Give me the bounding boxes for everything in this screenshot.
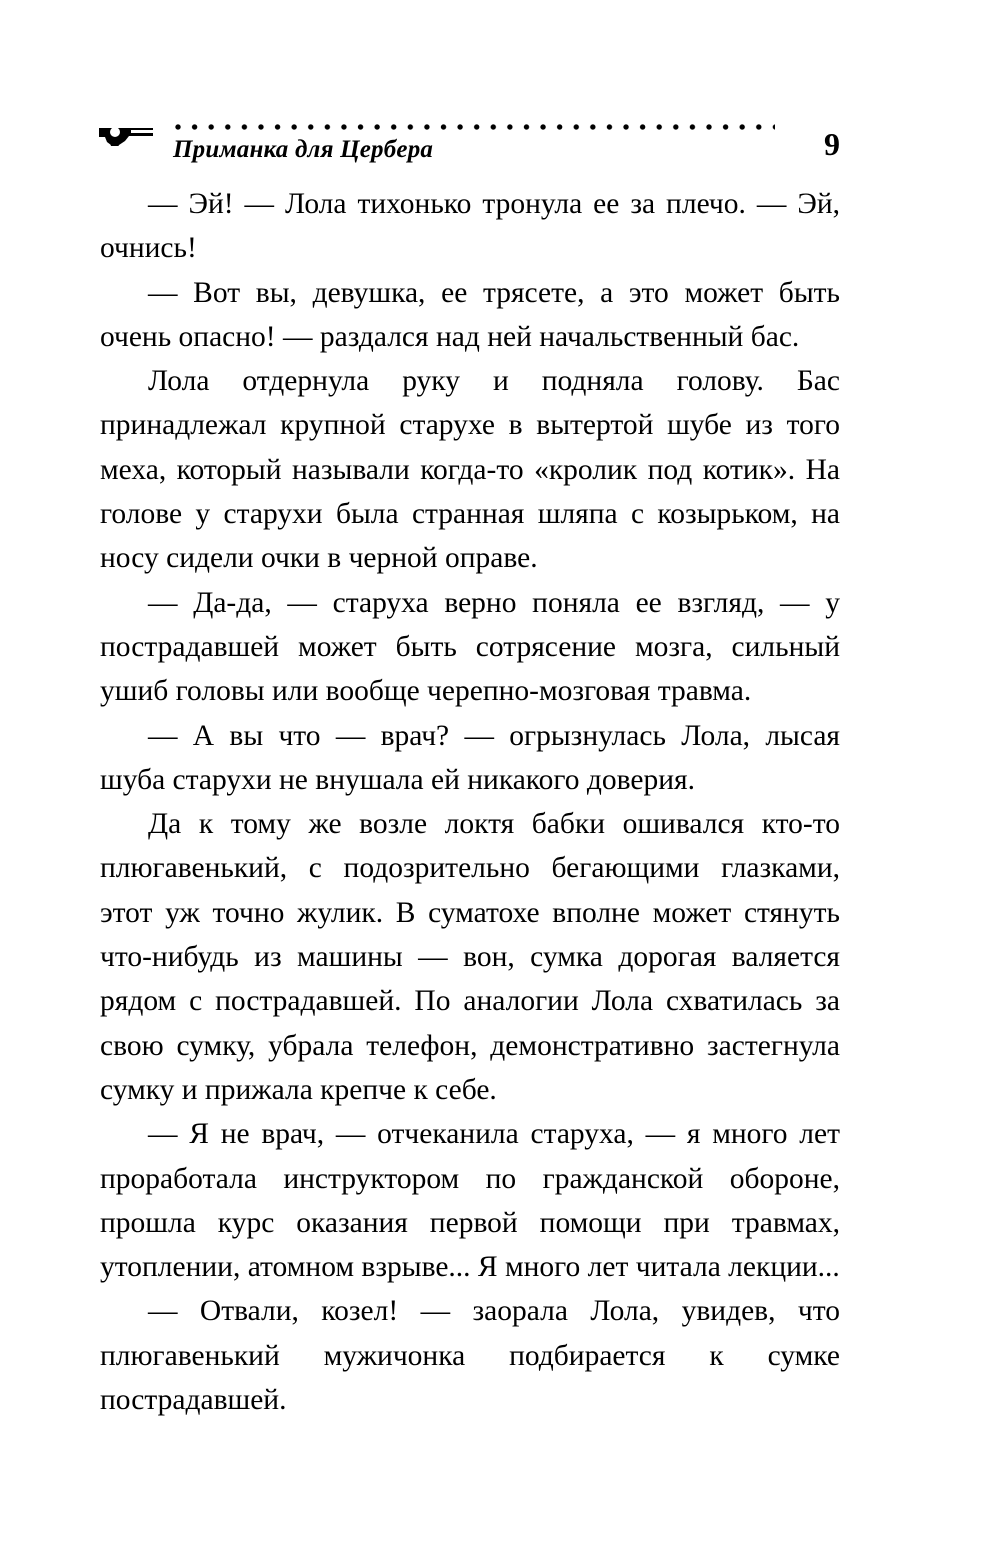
paragraph: — Эй! — Лола тихонько тронула ее за плечо. — Эй, очнись!	[100, 188, 840, 265]
body-text	[100, 182, 840, 1422]
revolver-icon	[95, 112, 165, 152]
paragraph: Лола отдернула руку и подняла голову. Бас принадлежал крупной старухе в вытертой шубе из того меха, который называли когда-то «кролик под котик». На голове у старухи была странная шляпа с козырьком, на носу сидели очки в черной оправе.	[100, 365, 840, 575]
page-title: Приманка для Цербера	[173, 136, 434, 163]
paragraph: — Да-да, — старуха верно поняла ее взгляд, — у пострадавшей может быть сотрясение мозга, сильный ушиб головы или вообще черепно-мозговая травма.	[100, 586, 840, 708]
page-number: 9	[824, 126, 840, 162]
paragraph: — Отвали, козел! — заорала Лола, увидев, что плюгавенький мужичонка подбирается к сумке пострадавшей.	[100, 1295, 840, 1417]
paragraph: — А вы что — врач? — огрызнулась Лола, лысая шуба старухи не внушала ей никакого доверия.	[100, 719, 840, 796]
paragraph: — Я не врач, — отчеканила старуха, — я много лет проработала инструктором по гражданской обороне, прошла курс оказания первой помощи при травмах, утоплении, атомном взрыве... Я много лет читала лекции...	[100, 1118, 840, 1284]
dotted-rule	[175, 124, 775, 130]
running-head	[95, 110, 840, 170]
paragraph: Да к тому же возле локтя бабки ошивался кто-то плюгавенький, с подозрительно бегающими глазками, этот уж точно жулик. В суматохе вполне может стянуть что-нибудь из машины — вон, сумка дорогая валяется рядом с пострадавшей. По аналогии Лола схватилась за свою сумку, убрала телефон, демонстративно застегнула сумку и прижала крепче к себе.	[100, 808, 840, 1106]
paragraph: — Вот вы, девушка, ее трясете, а это может быть очень опасно! — раздался над ней начальственный бас.	[100, 276, 840, 353]
